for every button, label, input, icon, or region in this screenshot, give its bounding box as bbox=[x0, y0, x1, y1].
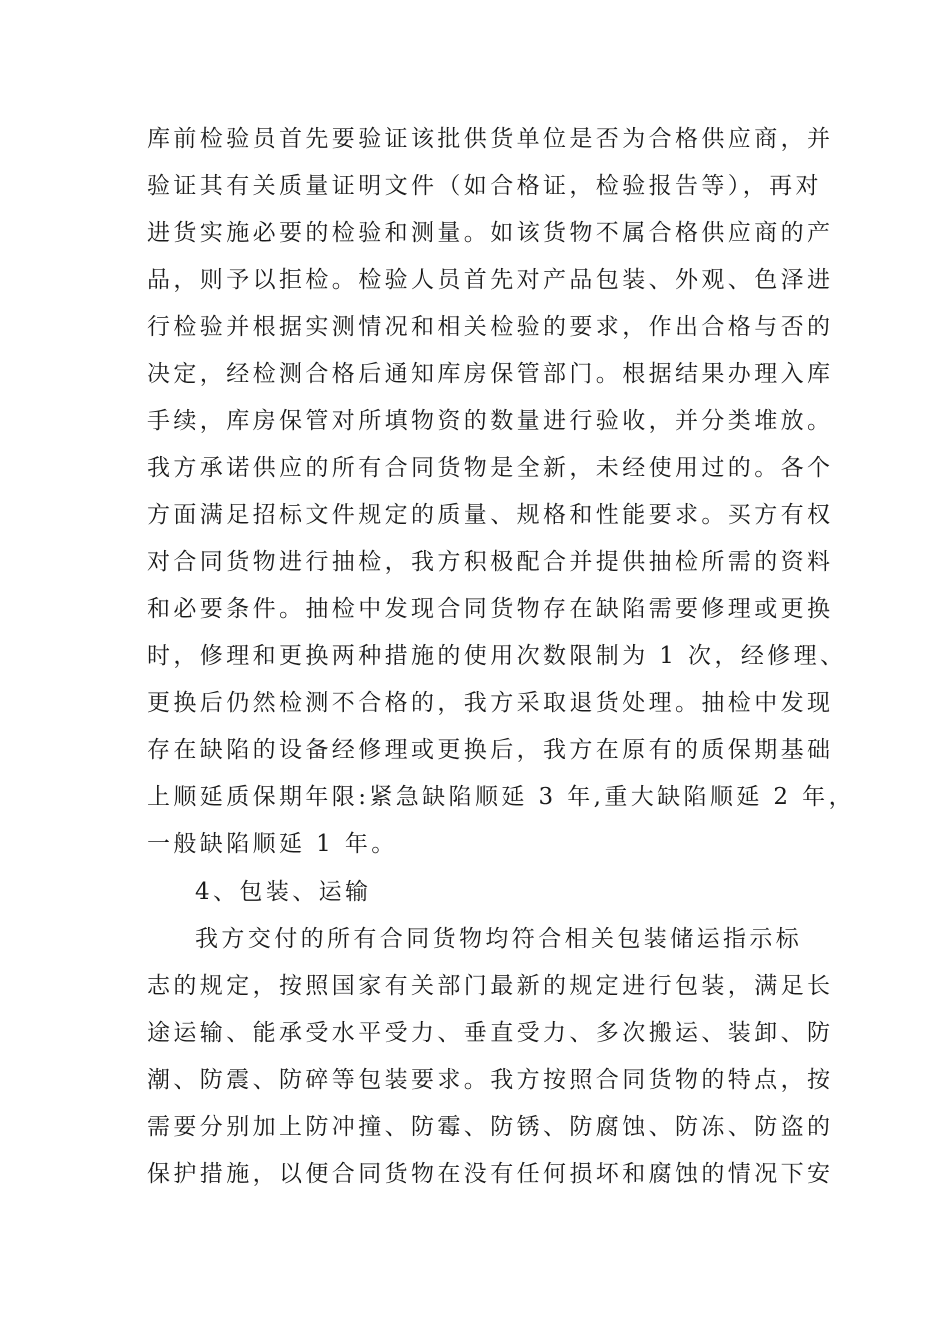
text-line: 途运输、能承受水平受力、垂直受力、多次搬运、装卸、防 bbox=[147, 1020, 834, 1046]
text-line: 手续，库房保管对所填物资的数量进行验收，并分类堆放。 bbox=[147, 408, 834, 434]
text-line: 保护措施，以便合同货物在没有任何损坏和腐蚀的情况下安 bbox=[147, 1161, 834, 1187]
text-line: 潮、防震、防碎等包装要求。我方按照合同货物的特点，按 bbox=[147, 1067, 834, 1093]
text-line: 方面满足招标文件规定的质量、规格和性能要求。买方有权 bbox=[147, 502, 834, 528]
text-line: 时，修理和更换两种措施的使用次数限制为 1 次，经修理、 bbox=[147, 643, 847, 669]
text-line: 决定，经检测合格后通知库房保管部门。根据结果办理入库 bbox=[147, 361, 834, 387]
text-line: 我方交付的所有合同货物均符合相关包装储运指示标 bbox=[195, 926, 803, 952]
text-line: 需要分别加上防冲撞、防霉、防锈、防腐蚀、防冻、防盗的 bbox=[147, 1114, 834, 1140]
text-line: 上顺延质保期年限:紧急缺陷顺延 3 年,重大缺陷顺延 2 年， bbox=[147, 784, 855, 810]
section-heading: 4、包装、运输 bbox=[195, 879, 372, 905]
text-line: 存在缺陷的设备经修理或更换后，我方在原有的质保期基础 bbox=[147, 737, 834, 763]
text-line: 更换后仍然检测不合格的，我方采取退货处理。抽检中发现 bbox=[147, 690, 834, 716]
text-line: 进货实施必要的检验和测量。如该货物不属合格供应商的产 bbox=[147, 220, 834, 246]
text-line: 我方承诺供应的所有合同货物是全新，未经使用过的。各个 bbox=[147, 455, 834, 481]
text-line: 品，则予以拒检。检验人员首先对产品包装、外观、色泽进 bbox=[147, 267, 834, 293]
text-line: 一般缺陷顺延 1 年。 bbox=[147, 831, 398, 857]
text-line: 志的规定，按照国家有关部门最新的规定进行包装，满足长 bbox=[147, 973, 834, 999]
text-line: 和必要条件。抽检中发现合同货物存在缺陷需要修理或更换 bbox=[147, 596, 834, 622]
text-line: 行检验并根据实测情况和相关检验的要求，作出合格与否的 bbox=[147, 314, 834, 340]
text-line: 验证其有关质量证明文件（如合格证，检验报告等），再对 bbox=[147, 173, 822, 199]
text-line: 库前检验员首先要验证该批供货单位是否为合格供应商，并 bbox=[147, 126, 834, 152]
text-line: 对合同货物进行抽检，我方积极配合并提供抽检所需的资料 bbox=[147, 549, 834, 575]
